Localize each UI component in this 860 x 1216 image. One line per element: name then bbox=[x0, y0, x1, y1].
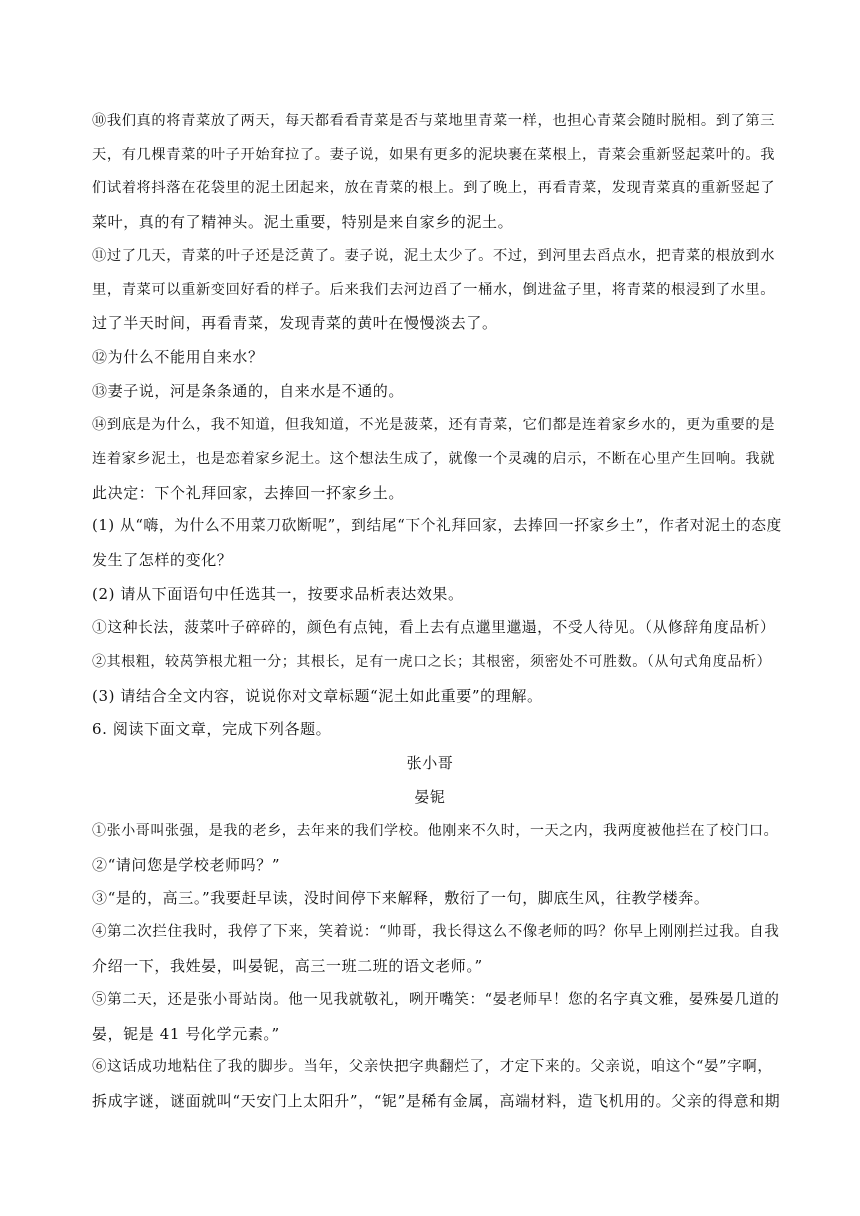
text-line: ⑭到底是为什么，我不知道，但我知道，不光是菠菜，还有青菜，它们都是连着家乡水的，更为重要的是 bbox=[92, 417, 776, 433]
text-line: ②“请问您是学校老师吗？” bbox=[92, 856, 281, 874]
text-line: 里，青菜可以重新变回好看的样子。后来我们去河边舀了一桶水，倒进盆子里，将青菜的根浸到了水里。 bbox=[92, 282, 776, 298]
text-line: 晏，铌是 41 号化学元素。” bbox=[92, 1025, 280, 1043]
text-line: ③“是的，高三。”我要赶早读，没时间停下来解释，敷衍了一句，脚底生风，往教学楼奔。 bbox=[92, 889, 710, 907]
section-heading: 6. 阅读下面文章，完成下列各题。 bbox=[92, 720, 332, 738]
text-line: 此决定：下个礼拜回家，去捧回一抔家乡土。 bbox=[92, 484, 405, 502]
text-line: 介绍一下，我姓晏，叫晏铌，高三一班二班的语文老师。” bbox=[92, 957, 483, 975]
text-line: 们试着将抖落在花袋里的泥土团起来，放在青菜的根上。到了晚上，再看青菜，发现青菜真的重新竖起了 bbox=[92, 180, 776, 196]
text-line: ①张小哥叫张强，是我的老乡，去年来的我们学校。他刚来不久时，一天之内，我两度被他拦在了校门口。 bbox=[92, 823, 779, 839]
text-line: ①这种长法，菠菜叶子碎碎的，颜色有点钝，看上去有点邋里邋遢，不受人待见。（从修辞角度品析） bbox=[92, 619, 776, 636]
text-line: 发生了怎样的变化？ bbox=[92, 551, 233, 569]
text-line: 天，有几棵青菜的叶子开始耷拉了。妻子说，如果有更多的泥块裹在菜根上，青菜会重新竖起菜叶的。我 bbox=[92, 147, 776, 163]
text-line: 拆成字谜，谜面就叫“天安门上太阳升”，“铌”是稀有金属，高端材料，造飞机用的。父亲的得意和期 bbox=[92, 1092, 781, 1110]
text-line: 连着家乡泥土，也是恋着家乡泥土。这个想法生成了，就像一个灵魂的启示，不断在心里产生回响。我就 bbox=[92, 451, 776, 467]
text-line: ⑫为什么不能用自来水？ bbox=[92, 348, 264, 366]
text-line: ②其根粗，较莴笋根尤粗一分；其根长，足有一虎口之长；其根密，须密处不可胜数。（从句式角度品析） bbox=[92, 654, 772, 670]
text-line: ⑥这话成功地粘住了我的脚步。当年，父亲快把字典翻烂了，才定下来的。父亲说，咱这个“晏”字啊， bbox=[92, 1059, 773, 1075]
text-line: 过了半天时间，再看青菜，发现青菜的黄叶在慢慢淡去了。 bbox=[92, 314, 498, 332]
text-line: ⑤第二天，还是张小哥站岗。他一见我就敬礼，咧开嘴笑：“晏老师早！您的名字真文雅，晏殊晏几道的 bbox=[92, 992, 780, 1008]
text-line: ⑬妻子说，河是条条通的，自来水是不通的。 bbox=[92, 382, 405, 400]
text-line: ④第二次拦住我时，我停了下来，笑着说：“帅哥，我长得这么不像老师的吗？你早上刚刚拦过我。自我 bbox=[92, 924, 780, 940]
question-2: (2) 请从下面语句中任选其一，按要求品析表达效果。 bbox=[92, 585, 464, 603]
question-1: (1) 从“嗨，为什么不用菜刀砍断呢”，到结尾“下个礼拜回家，去捧回一抔家乡土”，作者对泥土的态度 bbox=[92, 517, 782, 534]
article-author: 晏铌 bbox=[414, 788, 446, 806]
text-line: 菜叶，真的有了精神头。泥土重要，特别是来自家乡的泥土。 bbox=[92, 213, 514, 231]
question-3: (3) 请结合全文内容，说说你对文章标题“泥土如此重要”的理解。 bbox=[92, 687, 543, 705]
text-line: ⑩我们真的将青菜放了两天，每天都看看青菜是否与菜地里青菜一样，也担心青菜会随时脱相。到了第三 bbox=[92, 113, 776, 129]
article-title: 张小哥 bbox=[406, 754, 454, 772]
text-line: ⑪过了几天，青菜的叶子还是泛黄了。妻子说，泥土太少了。不过，到河里去舀点水，把青菜的根放到水 bbox=[92, 248, 776, 264]
